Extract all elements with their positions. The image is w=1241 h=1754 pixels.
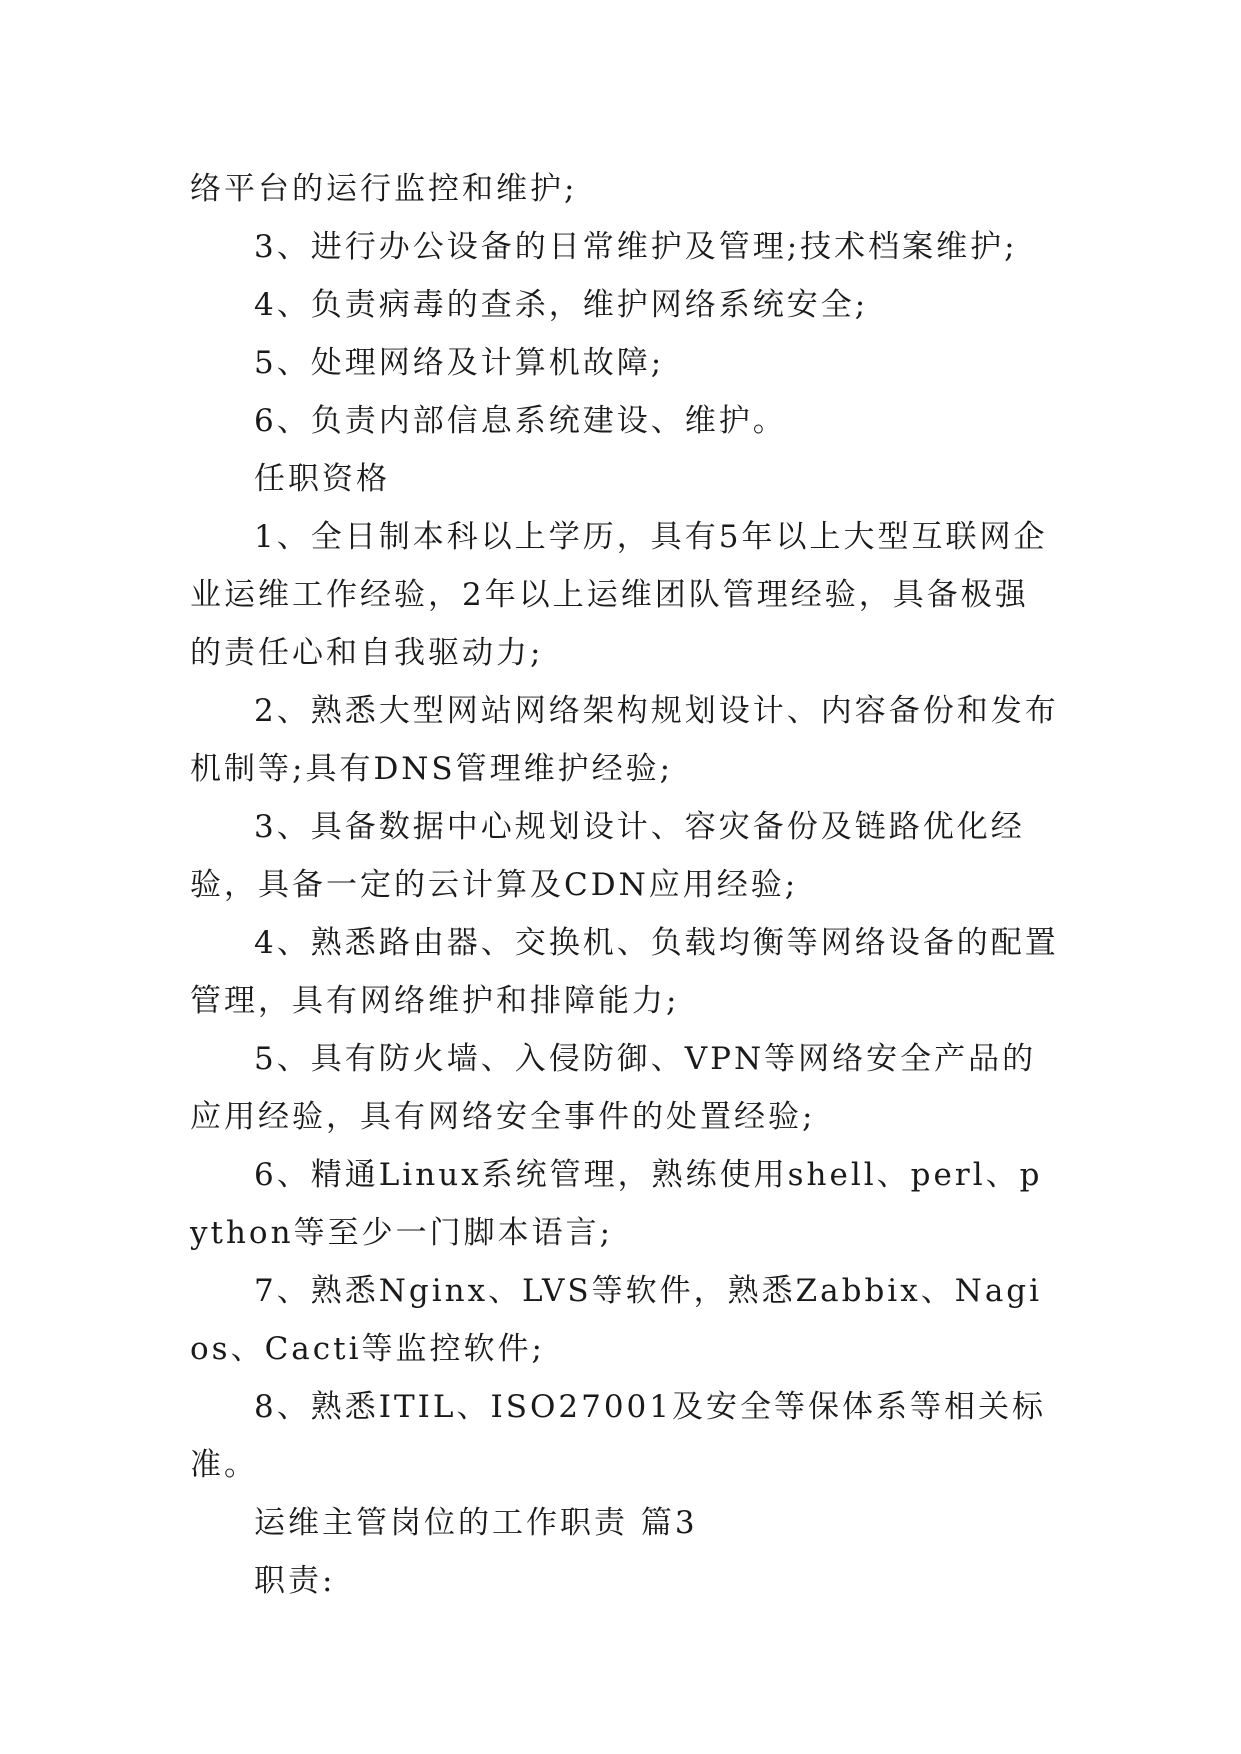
document-body: [190, 160, 1060, 1610]
paragraph: 4、负责病毒的查杀，维护网络系统安全;: [254, 287, 869, 323]
paragraph: 8、熟悉ITIL、ISO27001及安全等保体系等相关标准。: [190, 1389, 1046, 1483]
paragraph: 6、精通Linux系统管理，熟练使用shell、perl、python等至少一门脚本语言;: [190, 1157, 1043, 1251]
paragraph: 5、具有防火墙、入侵防御、VPN等网络安全产品的应用经验，具有网络安全事件的处置经验;: [190, 1041, 1037, 1135]
section-heading: 职责:: [254, 1563, 336, 1599]
paragraph: 7、熟悉Nginx、LVS等软件，熟悉Zabbix、Nagios、Cacti等监控软件;: [190, 1273, 1043, 1367]
paragraph: 2、熟悉大型网站网络架构规划设计、内容备份和发布机制等;具有DNS管理维护经验;: [190, 693, 1059, 787]
paragraph: 1、全日制本科以上学历，具有5年以上大型互联网企业运维工作经验，2年以上运维团队管理经验，具备极强的责任心和自我驱动力;: [190, 519, 1048, 671]
paragraph: 5、处理网络及计算机故障;: [254, 345, 665, 381]
section-heading: 任职资格: [254, 461, 390, 497]
section-heading: 运维主管岗位的工作职责 篇3: [254, 1505, 698, 1541]
paragraph: 4、熟悉路由器、交换机、负载均衡等网络设备的配置管理，具有网络维护和排障能力;: [190, 925, 1059, 1019]
paragraph: 络平台的运行监控和维护;: [190, 171, 578, 207]
paragraph: 6、负责内部信息系统建设、维护。: [254, 403, 787, 439]
paragraph: 3、进行办公设备的日常维护及管理;技术档案维护;: [254, 229, 1018, 265]
paragraph: 3、具备数据中心规划设计、容灾备份及链路优化经验，具备一定的云计算及CDN应用经验;: [190, 809, 1025, 903]
